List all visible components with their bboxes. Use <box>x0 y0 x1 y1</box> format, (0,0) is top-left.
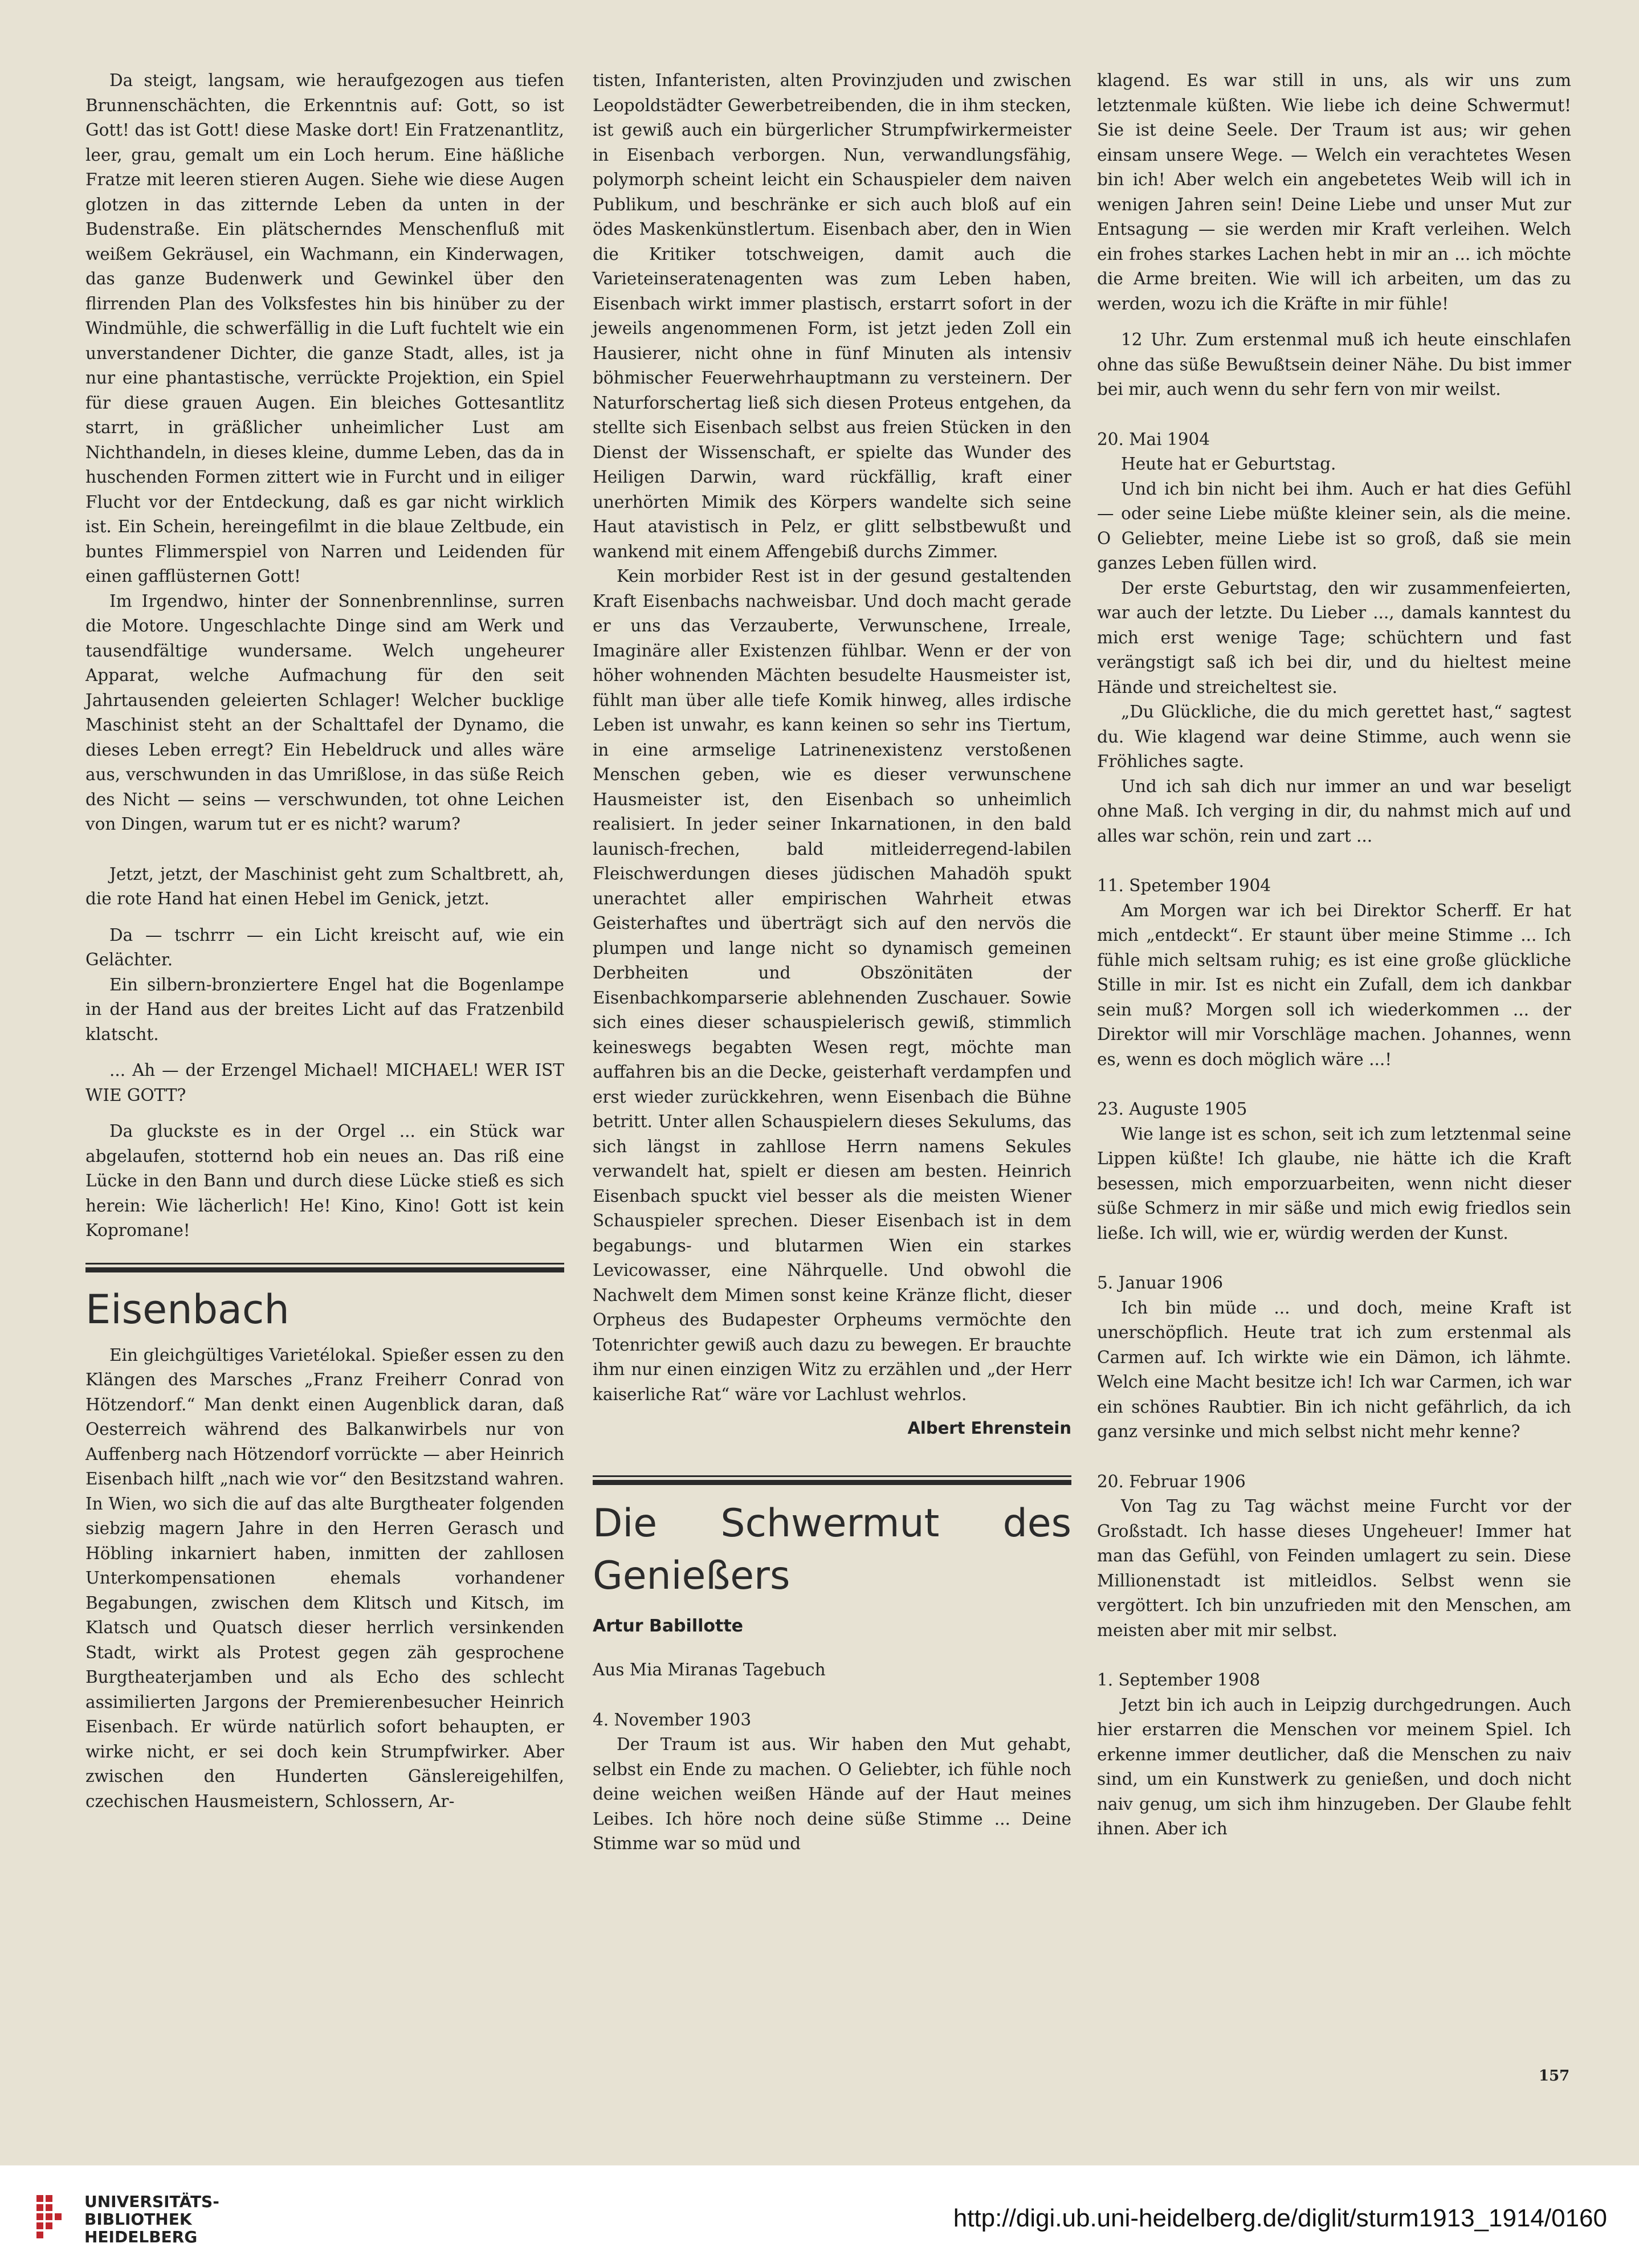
library-name: UNIVERSITÄTS- BIBLIOTHEK HEIDELBERG <box>84 2192 219 2246</box>
paragraph: tisten, Infanteristen, alten Provinzjuden und zwischen Leopoldstädter Gewerbetreibenden, die in ihm stecken, ist gewiß auch ein bürgerlicher Strumpfwirkermeister in Eisenbach verborgen. Nun, verwandlungsfähig, polymorph scheint leicht ein Schauspieler dem naiven Publikum, und beschränke er sich auch bloß auf ein ödes Maskenkünstlertum. Eisenbach aber, den in Wien die Kritiker totschweigen, damit auch die Varieteinseratenagenten was zum Leben haben, Eisenbach wirkt immer plastisch, erstarrt sofort in der jeweils angenommenen Form, ist jetzt jeden Zoll ein Hausierer, nicht ohne in fünf Minuten als intensiv böhmischer Feuerwehrhauptmann zu versteinern. Der Naturforschertag ließ sich diesen Proteus entgehen, da stellte sich Eisenbach selbst aus freien Stücken in den Dienst der Wissenschaft, er spielte das Wunder des Heiligen Darwin, ward rückfällig, kraft einer unerhörten Mimik des Körpers wandelte sich seine Haut atavistisch in Pelz, er glitt selbstbewußt und wankend mit einem Affengebiß durchs Zimmer. <box>593 71 1071 561</box>
university-logo-icon <box>34 2193 71 2241</box>
paragraph: „Du Glückliche, die du mich gerettet hast,“ sagtest du. Wie klagend war deine Stimme, auch wenn sie Fröhliches sagte. <box>1097 702 1571 771</box>
paragraph: Von Tag zu Tag wächst meine Furcht vor der Großstadt. Ich hasse dieses Ungeheuer! Immer hat man das Gefühl, von Feinden umlagert zu sein. Diese Millionenstadt ist mitleidlos. Selbst wenn sie vergöttert. Ich bin unzufrieden mit den Menschen, am meisten aber mit mir selbst. <box>1097 1496 1571 1640</box>
diary-date: 23. Auguste 1905 <box>1097 1099 1247 1119</box>
paragraph: Der erste Geburtstag, den wir zusammenfeierten, war auch der letzte. Du Lieber ..., damals kanntest du mich erst wenige Tage; schüchtern und fast verängstigt saß ich bei dir, und du hieltest meine Hände und streicheltest sie. <box>1097 578 1571 697</box>
paragraph: 12 Uhr. Zum erstenmal muß ich heute einschlafen ohne das süße Bewußtsein deiner Nähe. Du bist immer bei mir, auch wenn du sehr fern von mir weilst. <box>1097 330 1571 399</box>
paragraph: Wie lange ist es schon, seit ich zum letztenmal seine Lippen küßte! Ich glaube, nie hätte ich die Kraft besessen, mich emporzuarbeiten, wenn nicht dieser süße Schmerz in mir säße und mich ewig friedlos sein ließe. Ich will, wie er, würdig werden der Kunst. <box>1097 1124 1571 1243</box>
source-url-link[interactable]: http://digi.ub.uni-heidelberg.de/diglit/sturm1913_1914/0160 <box>953 2204 1607 2232</box>
section-title-eisenbach: Eisenbach <box>85 1286 290 1333</box>
paragraph: Und ich bin nicht bei ihm. Auch er hat dies Gefühl — oder seine Liebe müßte kleiner sein, als die meine. O Geliebter, meine Liebe ist so groß, daß sie mein ganzes Leben füllen wird. <box>1097 479 1571 573</box>
author-signature: Albert Ehrenstein <box>907 1418 1071 1438</box>
paragraph: Kein morbider Rest ist in der gesund gestaltenden Kraft Eisenbachs nachweisbar. Und doch macht gerade er uns das Verzauberte, Verwunschene, Irreale, Imaginäre aller Existenzen fühlbar. Wenn er der von höher wohnenden Mächten besudelte Hausmeister ist, fühlt man über alle tiefe Komik hinweg, alles irdische Leben ist unwahr, es kann keinen so sehr ins Tiertum, in eine armselige Latrinenexistenz verstoßenen Menschen geben, wie es dieser verwunschene Hausmeister ist, den Eisenbach so unheimlich realisiert. In jeder seiner Inkarnationen, in den bald launisch-frechen, bald mitleiderregend-labilen Fleischwerdungen dieses jüdischen Mahadöh spukt unerachtet aller empirischen Wahrheit etwas Geisterhaftes und überträgt sich auf den nervös die plumpen und lange nicht so dynamisch gemeinen Derbheiten und Obszönitäten der Eisenbachkomparserie ablehnenden Zuschauer. Sowie sich eines dieser schauspielerisch gewiß, stimmlich keineswegs begabten Wesen regt, möchte man auffahren bis an die Decke, geisterhaft verdampfen und erst wieder zurückkehren, wenn Eisenbach die Bühne betritt. Unter allen Schauspielern dieses Sekulums, das sich längst in zahllose Herrn namens Sekules verwandelt hat, spielt er diesen am besten. Heinrich Eisenbach spuckt viel besser als die meisten Wiener Schauspieler sprechen. Dieser Eisenbach ist in dem begabungs- und blutarmen Wien ein starkes Levicowasser, eine Nährquelle. Und obwohl die Nachwelt dem Mimen sonst keine Kränze flicht, dieser Orpheus des Budapester Orpheums vermöchte den Totenrichter gewiß auch dazu zu bewegen. Er brauchte ihm nur einen einzigen Witz zu erzählen und „der Herr kaiserliche Rat“ wäre vor Lachlust wehrlos. <box>593 566 1071 1404</box>
section-divider <box>85 1263 564 1272</box>
paragraph: Der Traum ist aus. Wir haben den Mut gehabt, selbst ein Ende zu machen. O Geliebter, ich fühle noch deine weichen weißen Hände auf der Haut meines Leibes. Ich höre noch deine süße Stimme ... Deine Stimme war so müd und <box>593 1735 1071 1853</box>
paragraph: Und ich sah dich nur immer an und war beseligt ohne Maß. Ich verging in dir, du nahmst mich auf und alles war schön, rein und zart ... <box>1097 776 1571 846</box>
paragraph: Da — tschrrr — ein Licht kreischt auf, wie ein Gelächter. <box>85 925 564 969</box>
paragraph: klagend. Es war still in uns, als wir uns zum letztenmale küßten. Wie liebe ich deine Schwermut! Sie ist deine Seele. Der Traum ist aus; wir gehen einsam unsere Wege. — Welch ein verachtetes Wesen bin ich! Aber welch ein angebetetes Weib will ich in wenigen Jahren sein! Deine Liebe und unser Mut zur Entsagung — sie werden mir Kraft verleihen. Welch ein frohes starkes Lachen hebt in mir an ... ich möchte die Arme breiten. Wie will ich arbeiten, um das zu werden, wozu ich die Kräfte in mir fühle! <box>1097 71 1571 313</box>
paragraph: Jetzt bin ich auch in Leipzig durchgedrungen. Auch hier erstarren die Menschen vor meinem Spiel. Ich erkenne immer deutlicher, daß die Menschen zu naiv sind, um ein Kunstwerk zu genießen, und doch nicht naiv genug, um sich ihm hinzugeben. Der Glaube fehlt ihnen. Aber ich <box>1097 1695 1571 1838</box>
author-byline: Artur Babillotte <box>593 1616 744 1636</box>
column-3 <box>1097 68 1571 1842</box>
column-2 <box>593 68 1071 1857</box>
diary-date: 11. Spetember 1904 <box>1097 876 1271 895</box>
paragraph: Am Morgen war ich bei Direktor Scherff. Er hat mich „entdeckt“. Er staunt über meine Stimme ... Ich fühle mich seltsam ruhig; es ist eine große glückliche Stille in mir. Ist es nicht ein Zufall, dem ich dankbar sein muß? Morgen soll ich wiederkommen ... der Direktor will mir Vorschläge machen. Johannes, wenn es, wenn es doch möglich wäre ...! <box>1097 900 1571 1069</box>
paragraph: Im Irgendwo, hinter der Sonnenbrennlinse, surren die Motore. Ungeschlachte Dinge sind am Werk und tausendfältige wundersame. Welch ungeheurer Apparat, welche Aufmachung für den seit Jahrtausenden geleierten Schlager! Welcher bucklige Maschinist steht an der Schalttafel der Dynamo, die dieses Leben erregt? Ein Hebeldruck und alles wäre aus, verschwunden in das Umrißlose, in das süße Reich des Nicht — seins — verschwunden, tot ohne Leichen von Dingen, warum tut er es nicht? warum? <box>85 591 564 834</box>
footer-bar <box>0 2165 1639 2268</box>
paragraph: Da gluckste es in der Orgel ... ein Stück war abgelaufen, stotternd hob ein neues an. Das riß eine Lücke in den Bann und durch diese Lücke stieß es sich herein: Wie lächerlich! He! Kino, Kino! Gott ist kein Kopromane! <box>85 1121 564 1240</box>
paragraph: Ich bin müde ... und doch, meine Kraft ist unerschöpflich. Heute trat ich zum erstenmal als Carmen auf. Ich wirkte wie ein Dämon, ich lähmte. Welch eine Macht besitze ich! Ich war Carmen, ich war ein schönes Raubtier. Bin ich nicht gefährlich, da ich ganz versinke und mich selbst nicht mehr kenne? <box>1097 1298 1571 1441</box>
diary-date: 20. Februar 1906 <box>1097 1471 1246 1491</box>
paragraph: Ein gleichgültiges Varietélokal. Spießer essen zu den Klängen des Marsches „Franz Freiherr Conrad von Hötzendorf.“ Man denkt einen Augenblick daran, daß Oesterreich während des Balkanwirbels nur von Auffenberg nach Hötzendorf vorrückte — aber Heinrich Eisenbach hilft „nach wie vor“ den Besitzstand wahren. In Wien, wo sich die auf das alte Burgtheater folgenden siebzig magern Jahre in den Herren Gerasch und Höbling inkarniert haben, inmitten der zahllosen Unterkompensationen ehemals vorhandener Begabungen, zwischen dem Klitsch und Kitsch, im Klatsch und Quatsch dieser herrlich versinkenden Stadt, wirkt als Protest gegen zäh gesprochene Burgtheaterjamben und als Echo des schlecht assimilierten Jargons der Premierenbesucher Heinrich Eisenbach. Er würde natürlich sofort behaupten, er wirke nicht, er sei doch kein Strumpfwirker. Aber zwischen den Hunderten Gänslereigehilfen, czechischen Hausmeistern, Schlossern, Ar- <box>85 1345 564 1811</box>
diary-date: 20. Mai 1904 <box>1097 429 1210 449</box>
page-number: 157 <box>1539 2067 1570 2085</box>
section-divider <box>593 1475 1071 1485</box>
section-title-schwermut: Die Schwermut des Genießers <box>593 1500 1071 1598</box>
diary-date: 1. September 1908 <box>1097 1670 1261 1690</box>
paragraph: ... Ah — der Erzengel Michael! MICHAEL! WER IST WIE GOTT? <box>85 1060 564 1105</box>
paragraph: Heute hat er Geburtstag. <box>1121 454 1336 474</box>
column-1 <box>85 68 564 1814</box>
subtitle: Aus Mia Miranas Tagebuch <box>593 1660 826 1679</box>
paragraph: Jetzt, jetzt, der Maschinist geht zum Schaltbrett, ah, die rote Hand hat einen Hebel im Genick, jetzt. <box>85 864 564 908</box>
paragraph: Da steigt, langsam, wie heraufgezogen aus tiefen Brunnenschächten, die Erkenntnis auf: Gott, so ist Gott! das ist Gott! diese Maske dort! Ein Fratzenantlitz, leer, grau, gemalt um ein Loch herum. Eine häßliche Fratze mit leeren stieren Augen. Siehe wie diese Augen glotzen in das zitternde Leben da unten in der Budenstraße. Ein plätscherndes Menschenfluß mit weißem Gekräusel, ein Wachmann, ein Kinderwagen, das ganze Budenwerk und Gewinkel über den flirrenden Plan des Volksfestes hin bis hinüber zu der Windmühle, die schwerfällig in die Luft fuchtelt wie ein unverstandener Dichter, die ganze Stadt, alles, ist ja nur eine phantastische, verrückte Projektion, ein Spiel für diese grauen Augen. Ein bleiches Gottesantlitz starrt, in gräßlicher unheimlicher Lust am Nichthandeln, in dieses kleine, dumme Leben, das da in huschenden Formen zittert wie in Furcht und in eiliger Flucht vor der Entdeckung, daß es gar nicht wirklich ist. Ein Schein, hereingefilmt in die blaue Zeltbude, ein buntes Flimmerspiel von Narren und Leidenden für einen gafflüsternen Gott! <box>85 71 564 586</box>
paragraph: Ein silbern-bronziertere Engel hat die Bogenlampe in der Hand aus der breites Licht auf das Fratzenbild klatscht. <box>85 974 564 1044</box>
diary-date: 4. November 1903 <box>593 1710 752 1729</box>
diary-date: 5. Januar 1906 <box>1097 1273 1224 1292</box>
